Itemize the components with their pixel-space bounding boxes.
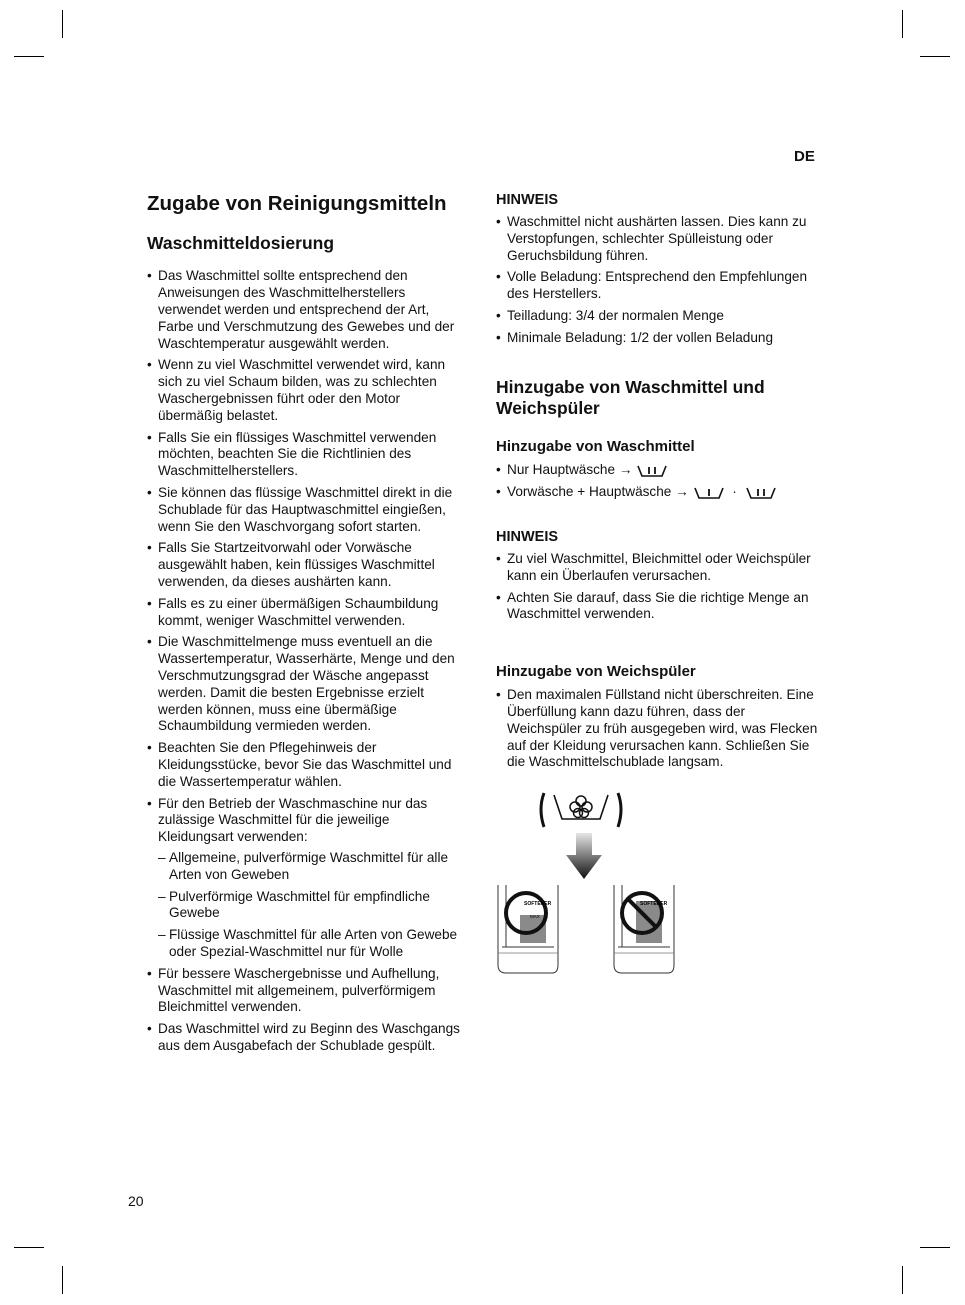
- crop-mark: [920, 56, 950, 57]
- prewash-compartment-icon: [693, 486, 725, 500]
- list-item: • Den maximalen Füllstand nicht überschreiten. Eine Überfüllung kann dazu führen, dass der Weichspüler zu früh ausgegeben wird, was Flecken auf der Kleidung verursachen kann. Schließen Sie die Waschmittelschublade langsam.: [496, 687, 821, 771]
- sub-list-item: – Flüssige Waschmittel für alle Arten von Gewebe oder Spezial-Waschmittel nur für Wolle: [158, 927, 467, 961]
- main-wash-compartment-icon: [745, 486, 777, 500]
- sub-list-item: – Allgemeine, pulverförmige Waschmittel für alle Arten von Geweben: [158, 850, 467, 884]
- list-item: • Falls Sie ein flüssiges Waschmittel verwenden möchten, beachten Sie die Richtlinien des Waschmittelherstellers.: [147, 430, 467, 480]
- list-item: • Beachten Sie den Pflegehinweis der Kleidungsstücke, bevor Sie das Waschmittel und die Wassertemperatur wählen.: [147, 740, 467, 790]
- note-heading: HINWEIS: [496, 192, 559, 208]
- crop-mark: [14, 1247, 44, 1248]
- drawer-overfill-illustration: [612, 885, 678, 975]
- list-item: • Minimale Beladung: 1/2 der vollen Beladung: [496, 330, 821, 347]
- down-arrow-icon: [564, 833, 604, 883]
- detergent-compartment-list: [496, 462, 821, 501]
- drawer-label: SOFTENER: [524, 901, 552, 908]
- note-list: [496, 214, 821, 347]
- list-item: • Die Waschmittelmenge muss eventuell an die Wassertemperatur, Wasserhärte, Menge und den Verschmutzungsgrad der Wäsche angepasst werden. Damit die besten Ergebnisse erzielt werden können, muss eine übermäßige Schaumbildung vermieden werden.: [147, 634, 467, 735]
- subsection-title-softener: Hinzugabe von Weichspüler: [496, 663, 696, 681]
- main-wash-compartment-icon: [636, 464, 668, 478]
- sub-list-item: – Pulverförmige Waschmittel für empfindliche Gewebe: [158, 889, 467, 923]
- note-list: [496, 551, 821, 623]
- list-item: • Sie können das flüssige Waschmittel direkt in die Schublade für das Hauptwaschmittel eingießen, wenn Sie den Waschvorgang sofort starten.: [147, 485, 467, 535]
- list-item: • Teilladung: 3/4 der normalen Menge: [496, 308, 821, 325]
- list-item-text: Für den Betrieb der Waschmaschine nur das zulässige Waschmittel für die jeweilige Kleidungsart verwenden:: [158, 795, 428, 845]
- softener-list: [496, 687, 821, 771]
- language-tag: DE: [794, 148, 815, 165]
- drawer-correct-fill-illustration: [496, 885, 562, 975]
- dosage-list: [147, 268, 467, 1054]
- list-item: • Falls es zu einer übermäßigen Schaumbildung kommt, weniger Waschmittel verwenden.: [147, 596, 467, 630]
- list-item: • Waschmittel nicht aushärten lassen. Dies kann zu Verstopfungen, schlechter Spülleistung oder Geruchsbildung führen.: [496, 214, 821, 264]
- list-item: • Zu viel Waschmittel, Bleichmittel oder Weichspüler kann ein Überlaufen verursachen.: [496, 551, 821, 585]
- drawer-label: SOFTENER: [640, 901, 668, 908]
- crop-mark: [62, 1266, 63, 1294]
- crop-mark: [902, 10, 903, 38]
- section-title: Hinzugabe von Waschmittel und Weichspüler: [496, 376, 765, 419]
- softener-figure: [496, 789, 821, 979]
- note-heading: HINWEIS: [496, 528, 559, 545]
- page-number: 20: [128, 1193, 144, 1209]
- crop-mark: [902, 1266, 903, 1294]
- left-column: [147, 192, 467, 1060]
- list-item: • Wenn zu viel Waschmittel verwendet wird, kann sich zu viel Schaum bilden, was zu schlechten Waschergebnissen führt oder den Motor übermäßig belastet.: [147, 357, 467, 424]
- list-item: [496, 462, 821, 479]
- list-item: [496, 484, 821, 501]
- crop-mark: [920, 1247, 950, 1248]
- prewash-label: Vorwäsche + Hauptwäsche →: [507, 484, 689, 500]
- list-item: • Achten Sie darauf, dass Sie die richtige Menge an Waschmittel verwenden.: [496, 590, 821, 624]
- detergent-type-list: [158, 850, 467, 961]
- list-item: • Das Waschmittel wird zu Beginn des Waschgangs aus dem Ausgabefach der Schublade gespült.: [147, 1021, 467, 1055]
- list-item: • Falls Sie Startzeitvorwahl oder Vorwäsche ausgewählt haben, kein flüssiges Waschmittel verwenden, da dieses aushärten kann.: [147, 540, 467, 590]
- list-item: • Das Waschmittel sollte entsprechend den Anweisungen des Waschmittelherstellers verwendet werden und entsprechend der Art, Farbe und Verschmutzung des Gewebes und der Waschtemperatur ausgewählt werden.: [147, 268, 467, 352]
- subsection-title-detergent: Hinzugabe von Waschmittel: [496, 438, 695, 456]
- right-column: [496, 192, 821, 979]
- drawer-max-label: MAX: [530, 914, 540, 920]
- list-item: • Für bessere Waschergebnisse und Aufhellung, Waschmittel mit allgemeinem, pulverförmigem Bleichmittel verwenden.: [147, 966, 467, 1016]
- crop-mark: [62, 10, 63, 38]
- list-item: • Volle Beladung: Entsprechend den Empfehlungen des Herstellers.: [496, 269, 821, 303]
- section-subtitle: Waschmitteldosierung: [147, 232, 335, 253]
- crop-mark: [14, 56, 44, 57]
- separator-dot: ·: [732, 484, 737, 500]
- list-item: [147, 796, 467, 961]
- softener-compartment-icon: [536, 789, 626, 833]
- page-title: Zugabe von Reinigungsmitteln: [147, 192, 447, 215]
- main-wash-label: Nur Hauptwäsche →: [507, 462, 633, 478]
